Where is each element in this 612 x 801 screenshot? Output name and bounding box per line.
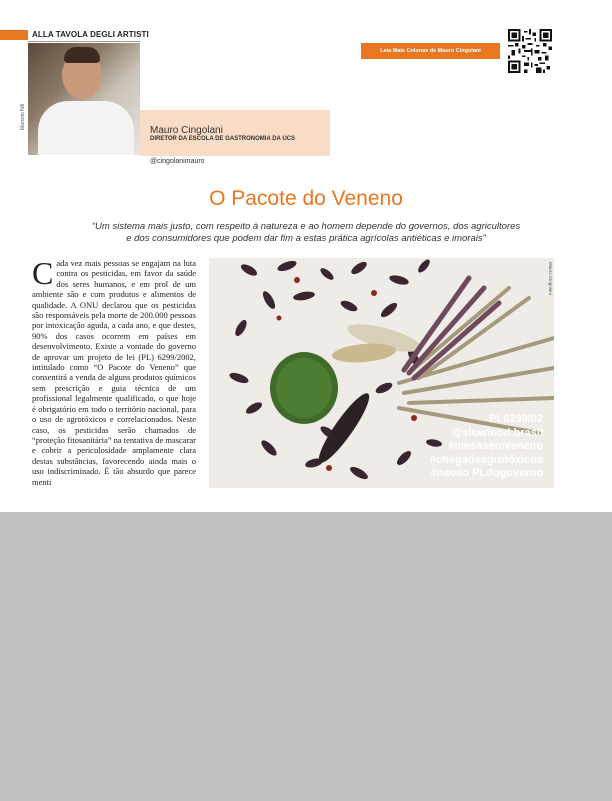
- drop-cap: C: [32, 258, 54, 291]
- section-divider: [28, 41, 140, 42]
- author-photo: [28, 43, 140, 155]
- article-subtitle: [40, 221, 572, 245]
- photo-credit: Marcelo Nill: [20, 103, 26, 130]
- article-title: O Pacote do Veneno: [209, 187, 403, 210]
- image-hashtags: [410, 413, 543, 481]
- tag-mesasemveneno: #mesasemveneno: [448, 440, 543, 452]
- gray-overlay-area: [0, 512, 612, 801]
- author-handle[interactable]: @cingolanimauro: [150, 158, 205, 165]
- author-name: Mauro Cingolani: [150, 125, 223, 136]
- subtitle-line-1: “Um sistema mais justo, com respeito à natureza e ao homem depende do governos, dos agricultores: [91, 221, 521, 232]
- more-columns-button[interactable]: Leia Mais Colunas de Mauro Cingolani: [361, 43, 500, 59]
- section-label: ALLA TAVOLA DEGLI ARTISTI: [32, 30, 149, 39]
- article-body: [32, 258, 196, 512]
- subtitle-line-2: e dos consumidores que podem dar fim a estas prática agrícolas antiéticas e imorais”: [126, 233, 486, 244]
- article-body-text: ada vez mais pessoas se engajam na luta contra os pesticidas, em favor da saúde dos seres humanos, e em prol de um ambiente são e com produtos e alimentos de qualidade. A ONU declarou que os pesticidas são responsáveis pela morte de 200.000 pessoas por intoxicação aguda, a cada ano, e que destes, 90% dos casos ocorrem em países em desenvolvimento. Existe a vontade do governo de aprovar um projeto de lei (PL) 6299/2002, intitulado como “O Pacote do Veneno” que consentirá a venda de alguns produtos químicos sem prescrição e guia técnica de um profissional legalmente qualificado, o que hoje é obrigatório em todo o território nacional, para o uso de agrotóxicos e correlacionados. Neste caso, os pesticidas serão chamados de “proteção fitosanitária” na tentativa de mascarar e cobrir a periculosidade amplamente clara destas substâncias, favorecendo ainda mais o uso indiscriminado. É tão absurdo que parece menti: [32, 258, 196, 487]
- image-credit: Mauro Cingolani: [548, 262, 553, 295]
- author-role: DIRETOR DA ESCOLA DE GASTRONOMIA DA UCS: [150, 136, 296, 142]
- tag-naoaopl: #naoao PLdogoverno: [430, 467, 543, 479]
- section-accent-bar: [0, 30, 28, 40]
- qr-code-icon[interactable]: [508, 29, 552, 73]
- tag-pl: PL6299/02: [489, 413, 543, 425]
- tag-slowfood: @slowfood.brasil: [451, 426, 543, 439]
- tag-chegadeagrotoxicos: #chegadeagrotóxicos: [429, 453, 543, 466]
